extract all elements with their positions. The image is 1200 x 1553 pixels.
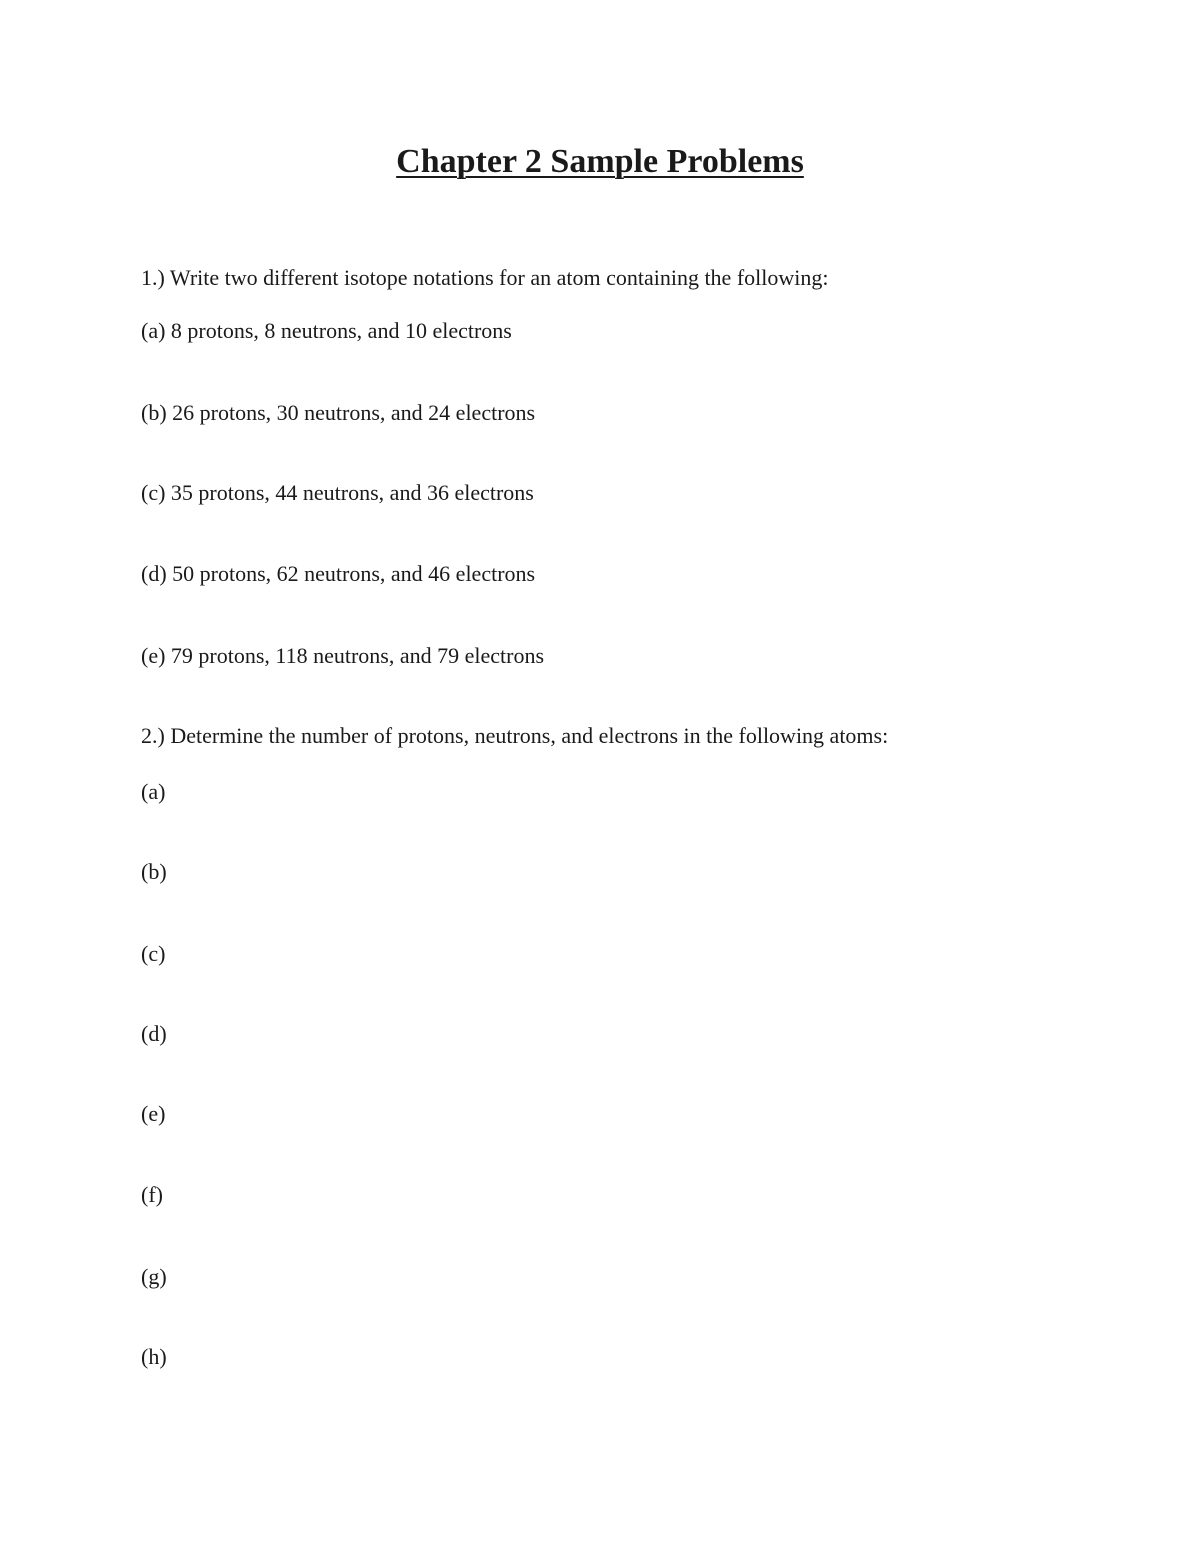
question-2-item-b: (b) bbox=[141, 859, 167, 884]
question-1-item-d: (d) 50 protons, 62 neutrons, and 46 electrons bbox=[141, 561, 536, 586]
question-1-prompt: 1.) Write two different isotope notations for an atom containing the following: bbox=[141, 265, 829, 290]
question-2-item-e: (e) bbox=[141, 1101, 166, 1126]
question-2-item-d: (d) bbox=[141, 1021, 167, 1046]
page-title: Chapter 2 Sample Problems bbox=[396, 143, 804, 180]
question-1-item-a: (a) 8 protons, 8 neutrons, and 10 electrons bbox=[141, 318, 512, 343]
question-2-item-f: (f) bbox=[141, 1182, 163, 1207]
question-2-item-g: (g) bbox=[141, 1264, 167, 1289]
question-2-item-a: (a) bbox=[141, 779, 166, 804]
question-1-item-e: (e) 79 protons, 118 neutrons, and 79 electrons bbox=[141, 643, 545, 668]
question-2-item-c: (c) bbox=[141, 941, 166, 966]
question-1-item-c: (c) 35 protons, 44 neutrons, and 36 electrons bbox=[141, 480, 534, 505]
question-2-item-h: (h) bbox=[141, 1344, 167, 1369]
question-1-item-b: (b) 26 protons, 30 neutrons, and 24 electrons bbox=[141, 400, 536, 425]
question-2-prompt: 2.) Determine the number of protons, neutrons, and electrons in the following atoms: bbox=[141, 723, 889, 748]
